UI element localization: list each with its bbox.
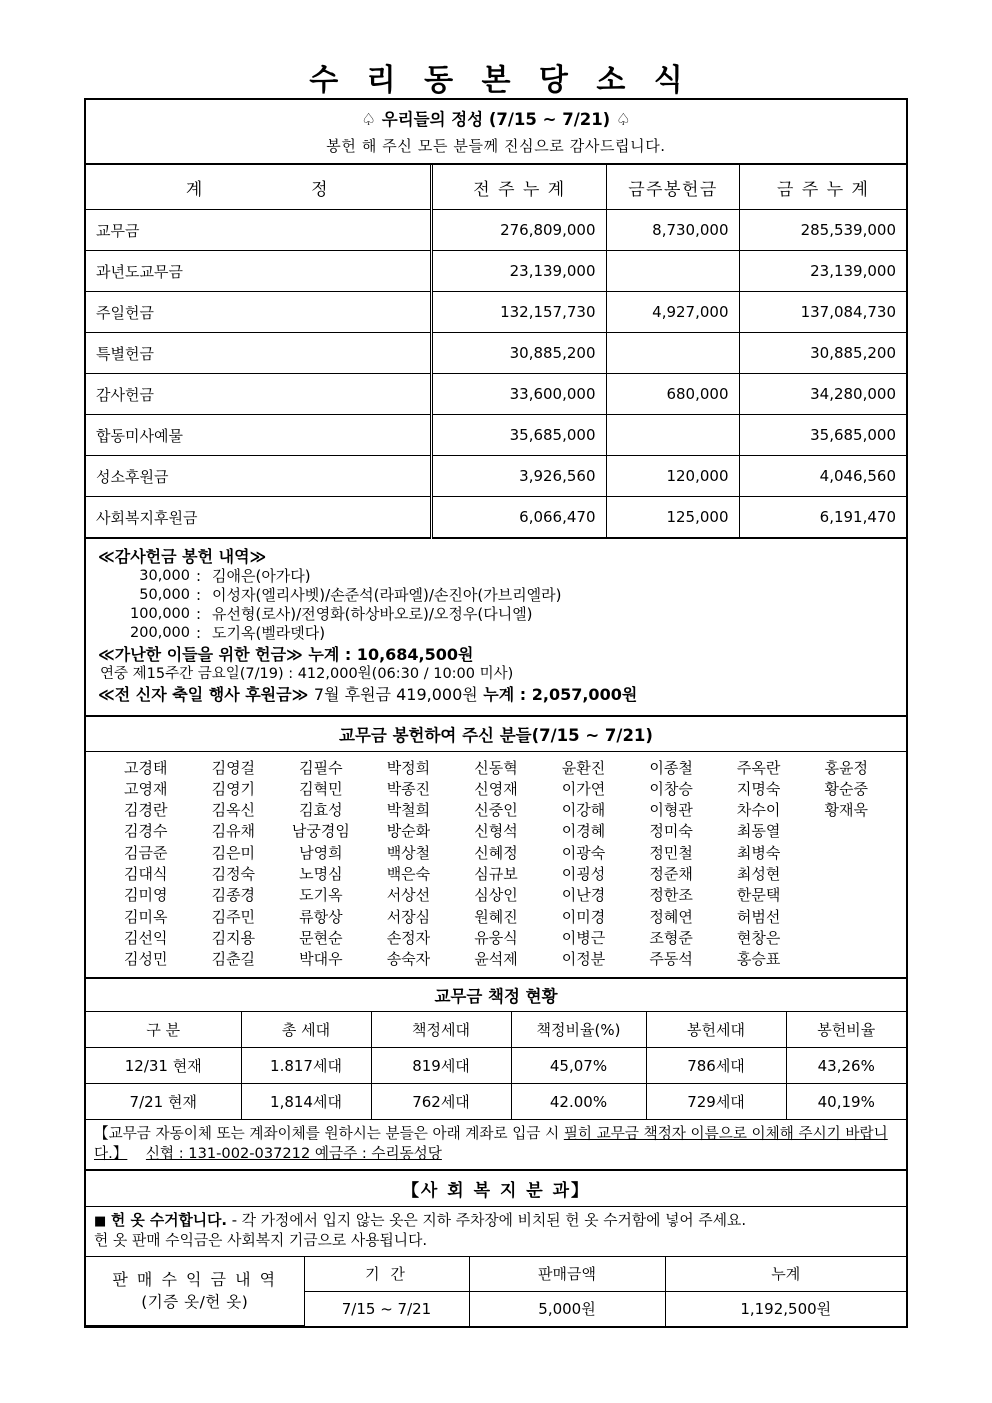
thanksgiving-entry-names: 도기옥(벨라뎃다): [212, 624, 326, 642]
donor-name: 김영기: [211, 779, 256, 798]
thanksgiving-entry-amount: 200,000: [130, 625, 190, 641]
assessment-col-header: 책정세대: [371, 1012, 511, 1048]
donor-name: 황순중: [824, 779, 868, 798]
offering-account-name: 특별헌금: [86, 333, 431, 374]
donor-name: 서장심: [386, 907, 431, 926]
offering-account-name: 합동미사예물: [86, 415, 431, 456]
offering-account-name: 사회복지후원금: [86, 497, 431, 539]
thanksgiving-entry: [98, 607, 906, 622]
donor-name: 김성민: [124, 950, 168, 969]
donor-name: 김옥신: [211, 801, 256, 820]
offering-heading-text: 우리들의 정성 (7/15 ~ 7/21): [381, 110, 611, 129]
donor-name: 김유채: [211, 822, 256, 841]
donor-name: 이광숙: [561, 843, 606, 862]
thanksgiving-entry-colon: :: [196, 605, 202, 623]
offering-prev-total: 23,139,000: [431, 251, 606, 292]
feast-fund-line: [98, 684, 906, 704]
notice-plain-text: 【교무금 자동이체 또는 계좌이체를 원하시는 분들은 아래 계좌로 입금 시: [94, 1125, 564, 1143]
donor-name: 신영재: [474, 779, 518, 798]
donor-name: 지명숙: [736, 779, 781, 798]
thanksgiving-entry-amount: 30,000: [139, 568, 190, 584]
clothing-col-header-amount: 판매금액: [469, 1257, 665, 1292]
offering-this-week: 4,927,000: [606, 292, 739, 333]
donor-name: 김금준: [124, 843, 168, 862]
welfare-section-body: [86, 1207, 906, 1257]
donor-name: 신혜정: [474, 843, 518, 862]
feast-fund-total: 누계 : 2,057,000원: [483, 684, 638, 704]
donor-name: 박대우: [299, 950, 343, 969]
donor-name: 조형준: [649, 928, 693, 947]
donor-name: 한문택: [736, 886, 781, 905]
clothing-value-amount: 5,000원: [469, 1291, 665, 1326]
donor-name: 도기옥: [299, 886, 343, 905]
donor-name: 박철희: [386, 801, 431, 820]
offering-this-total: 35,685,000: [739, 415, 906, 456]
donor-name: 김정숙: [211, 864, 256, 883]
donor-name: 김미영: [124, 886, 168, 905]
bank-account-info: 신협 : 131-002-037212 예금주 : 수리동성당: [145, 1145, 442, 1163]
donor-name: 김미옥: [124, 907, 168, 926]
donor-name: 정미숙: [649, 822, 693, 841]
assessment-cell: 40,19%: [786, 1084, 906, 1120]
assessment-col-header: 봉헌비율: [786, 1012, 906, 1048]
offering-row: [86, 497, 906, 539]
offering-this-week: 120,000: [606, 456, 739, 497]
assessment-col-header: 봉헌세대: [646, 1012, 786, 1048]
assessment-col-header: 책정비율(%): [511, 1012, 646, 1048]
page-title: 수 리 동 본 당 소 식: [309, 63, 692, 98]
offering-this-week: 8,730,000: [606, 210, 739, 251]
donor-name: 주옥란: [736, 758, 781, 777]
donor-name: 이병근: [561, 928, 606, 947]
donor-name: 정혜연: [649, 907, 693, 926]
donor-names-column: [540, 758, 628, 971]
thanksgiving-entry-names: 김애은(아가다): [212, 567, 311, 585]
donor-name: 심규보: [474, 864, 518, 883]
clothing-col-header-period: 기 간: [304, 1257, 469, 1292]
offering-account-name: 성소후원금: [86, 456, 431, 497]
donor-names-title: 교무금 봉헌하여 주신 분들(7/15 ~ 7/21): [86, 717, 906, 752]
donor-name: 남궁경임: [291, 822, 350, 841]
thanksgiving-entry-names: 이성자(엘리사벳)/손준석(라파엘)/손진아(가브리엘라): [212, 586, 562, 604]
donor-name: 이정분: [561, 950, 606, 969]
poor-fund-line: [98, 647, 906, 663]
bulletin-frame: [84, 98, 908, 1328]
donor-name: 최성현: [736, 864, 781, 883]
offering-account-name: 주일헌금: [86, 292, 431, 333]
clothing-sale-row-label-line1: 판 매 수 익 금 내 역: [112, 1270, 278, 1290]
offering-row: [86, 374, 906, 415]
donor-name: 김주민: [211, 907, 256, 926]
clothing-value-period: 7/15 ~ 7/21: [304, 1291, 469, 1326]
thanksgiving-entry-colon: :: [196, 624, 202, 642]
offering-row: [86, 333, 906, 374]
offering-subheading: 봉헌 해 주신 모든 분들께 진심으로 감사드립니다.: [326, 137, 666, 155]
welfare-section-title: 【사 회 복 지 분 과】: [86, 1171, 906, 1207]
poor-fund-detail: 연중 제15주간 금요일(7/19) : 412,000원(06:30 / 10:00 미사): [100, 666, 514, 682]
filled-square-icon: ■: [94, 1213, 107, 1229]
col-header-this-week: 금주봉헌금: [606, 165, 739, 210]
donor-name: 황재욱: [824, 801, 868, 820]
donor-name: 이종철: [649, 758, 693, 777]
offering-account-name: 교무금: [86, 210, 431, 251]
offering-this-total: 4,046,560: [739, 456, 906, 497]
donor-name: 유웅식: [474, 928, 518, 947]
offering-this-week: 125,000: [606, 497, 739, 539]
offering-this-total: 137,084,730: [739, 292, 906, 333]
donor-name: 정준채: [649, 864, 693, 883]
donor-name: 고영재: [124, 779, 168, 798]
notice-underlined-text: 필히 교무금 책정자 이름으로 이체해 주시기 바랍니다.】: [94, 1125, 888, 1163]
donor-names-column: [102, 758, 190, 971]
donor-name: 고경태: [124, 758, 168, 777]
assessment-cell: 7/21 현재: [86, 1084, 241, 1120]
donor-name: 차수이: [736, 801, 781, 820]
offering-row: [86, 210, 906, 251]
welfare-bold-lead: 헌 옷 수거합니다.: [111, 1211, 227, 1229]
thanksgiving-entry-colon: :: [196, 586, 202, 604]
assessment-cell: 762세대: [371, 1084, 511, 1120]
offering-this-week: [606, 251, 739, 292]
poor-fund-heading: ≪가난한 이들을 위한 헌금≫: [98, 645, 303, 664]
donor-name: 노명심: [299, 864, 343, 883]
assessment-title: 교무금 책정 현황: [86, 979, 906, 1012]
donor-name: 문현순: [299, 928, 343, 947]
offering-this-week: [606, 333, 739, 374]
thanksgiving-entry-amount: 50,000: [139, 587, 190, 603]
donor-name: 신형석: [474, 822, 518, 841]
thanksgiving-detail-block: [86, 539, 906, 717]
thanksgiving-entry: [98, 626, 906, 641]
donor-name: 이난경: [561, 886, 606, 905]
donor-name: 백상철: [386, 843, 431, 862]
offering-this-total: 30,885,200: [739, 333, 906, 374]
assessment-cell: 43,26%: [786, 1048, 906, 1084]
assessment-cell: 1.817세대: [241, 1048, 371, 1084]
welfare-body-line1: - 각 가정에서 입지 않는 옷은 지하 주차장에 비치된 헌 옷 수거함에 넣어 주세요.: [231, 1211, 747, 1229]
donor-name: 류항상: [299, 907, 343, 926]
offering-prev-total: 132,157,730: [431, 292, 606, 333]
spade-icon-left: ♤: [361, 110, 377, 129]
donor-names-column: [277, 758, 365, 971]
assessment-cell: 729세대: [646, 1084, 786, 1120]
offering-prev-total: 35,685,000: [431, 415, 606, 456]
assessment-cell: 45,07%: [511, 1048, 646, 1084]
offering-row: [86, 292, 906, 333]
offering-this-total: 34,280,000: [739, 374, 906, 415]
thanksgiving-entry-amount: 100,000: [130, 606, 190, 622]
donor-name: 정한조: [649, 886, 693, 905]
offering-prev-total: 6,066,470: [431, 497, 606, 539]
offering-prev-total: 30,885,200: [431, 333, 606, 374]
donor-name: 정민철: [649, 843, 693, 862]
offering-heading: [86, 106, 906, 130]
donor-names-column: [802, 758, 890, 971]
donor-name: 주동석: [649, 950, 693, 969]
donor-name: 김대식: [124, 864, 168, 883]
donor-name: 송숙자: [386, 950, 431, 969]
offering-prev-total: 33,600,000: [431, 374, 606, 415]
donor-name: 현창은: [736, 928, 781, 947]
clothing-sale-row-label: [86, 1257, 304, 1326]
offering-this-week: [606, 415, 739, 456]
donor-name: 신동혁: [474, 758, 518, 777]
donor-names-column: [627, 758, 715, 971]
donor-name: 박정희: [386, 758, 431, 777]
donor-name: 방순화: [386, 822, 431, 841]
donor-name: 심상인: [474, 886, 518, 905]
donor-name: 최병숙: [736, 843, 781, 862]
donor-name: 김선익: [124, 928, 168, 947]
offering-account-name: 과년도교무금: [86, 251, 431, 292]
donor-name: 이창승: [649, 779, 693, 798]
clothing-col-header-total: 누계: [665, 1257, 906, 1292]
assessment-cell: 786세대: [646, 1048, 786, 1084]
offering-row: [86, 251, 906, 292]
col-header-account-right: 정: [311, 179, 329, 200]
donor-name: 김종경: [211, 886, 256, 905]
offering-table-header-row: [86, 165, 906, 210]
clothing-sale-table: [86, 1257, 906, 1327]
clothing-value-total: 1,192,500원: [665, 1291, 906, 1326]
donor-name: 이형관: [649, 801, 693, 820]
donor-name: 김춘길: [211, 950, 256, 969]
donor-name: 김은미: [211, 843, 256, 862]
thanksgiving-entry-colon: :: [196, 567, 202, 585]
clothing-sale-row-label-line2: (기증 옷/헌 옷): [141, 1293, 249, 1312]
donor-names-column: [715, 758, 803, 971]
donor-name: 김경수: [124, 822, 168, 841]
assessment-col-header: 구 분: [86, 1012, 241, 1048]
donor-name: 원혜진: [474, 907, 518, 926]
donor-name: 김지용: [211, 928, 256, 947]
assessment-col-header: 총 세대: [241, 1012, 371, 1048]
col-header-this-total: 금 주 누 계: [739, 165, 906, 210]
donor-name: 이굉성: [561, 864, 606, 883]
offering-row: [86, 456, 906, 497]
donor-name: 남영희: [299, 843, 343, 862]
donor-name: 허범선: [736, 907, 781, 926]
offering-this-total: 285,539,000: [739, 210, 906, 251]
bank-transfer-notice: [86, 1120, 906, 1170]
donor-name: 김필수: [299, 758, 343, 777]
welfare-body-line2: 헌 옷 판매 수익금은 사회복지 기금으로 사용됩니다.: [94, 1231, 428, 1249]
thanksgiving-entry-names: 유선형(로사)/전영화(하상바오로)/오정우(다니엘): [212, 605, 533, 623]
offering-table: [86, 165, 906, 539]
col-header-account-left: 계: [185, 179, 204, 200]
poor-fund-total: 누계 : 10,684,500원: [308, 645, 474, 664]
donor-name: 김혁민: [299, 779, 343, 798]
donor-name: 이강해: [561, 801, 606, 820]
assessment-cell: 1,814세대: [241, 1084, 371, 1120]
assessment-cell: 12/31 현재: [86, 1048, 241, 1084]
donor-name: 이미경: [561, 907, 606, 926]
donor-name: 신중인: [474, 801, 518, 820]
donor-name: 홍승표: [736, 950, 781, 969]
offering-this-total: 23,139,000: [739, 251, 906, 292]
donor-names-column: [365, 758, 453, 971]
assessment-header-row: [86, 1012, 906, 1048]
offering-row: [86, 415, 906, 456]
donor-name: 이가연: [561, 779, 606, 798]
offering-prev-total: 3,926,560: [431, 456, 606, 497]
donor-name: 윤석제: [474, 950, 518, 969]
assessment-cell: 42.00%: [511, 1084, 646, 1120]
assessment-cell: 819세대: [371, 1048, 511, 1084]
donor-name: 홍윤정: [824, 758, 868, 777]
donor-name: 손정자: [386, 928, 431, 947]
col-header-prev-total: 전 주 누 계: [431, 165, 606, 210]
offering-this-week: 680,000: [606, 374, 739, 415]
donor-name: 윤환진: [561, 758, 606, 777]
feast-fund-heading: ≪전 신자 축일 행사 후원금≫: [98, 684, 309, 704]
offering-this-total: 6,191,470: [739, 497, 906, 539]
assessment-row: [86, 1048, 906, 1084]
donor-name: 김효성: [299, 801, 343, 820]
donor-name: 최동열: [736, 822, 781, 841]
feast-fund-month: 7월 후원금 419,000원: [313, 684, 478, 704]
donor-name: 김경란: [124, 801, 168, 820]
thanksgiving-entry: [98, 588, 906, 603]
offering-prev-total: 276,809,000: [431, 210, 606, 251]
donor-name: 서상선: [386, 886, 431, 905]
donor-names-grid: [86, 752, 906, 980]
assessment-table: [86, 1012, 906, 1120]
offering-header-band: [86, 100, 906, 165]
thanksgiving-entry: [98, 569, 906, 584]
col-header-account: [86, 165, 431, 210]
spade-icon-right: ♤: [615, 110, 631, 129]
donor-names-column: [190, 758, 278, 971]
donor-names-column: [452, 758, 540, 971]
assessment-row: [86, 1084, 906, 1120]
donor-name: 백은숙: [386, 864, 431, 883]
donor-name: 김영걸: [211, 758, 256, 777]
thanksgiving-detail-heading: ≪감사헌금 봉헌 내역≫: [98, 547, 267, 566]
offering-account-name: 감사헌금: [86, 374, 431, 415]
donor-name: 박종진: [386, 779, 431, 798]
clothing-sale-header-row: [86, 1257, 906, 1292]
donor-name: 이경혜: [561, 822, 606, 841]
